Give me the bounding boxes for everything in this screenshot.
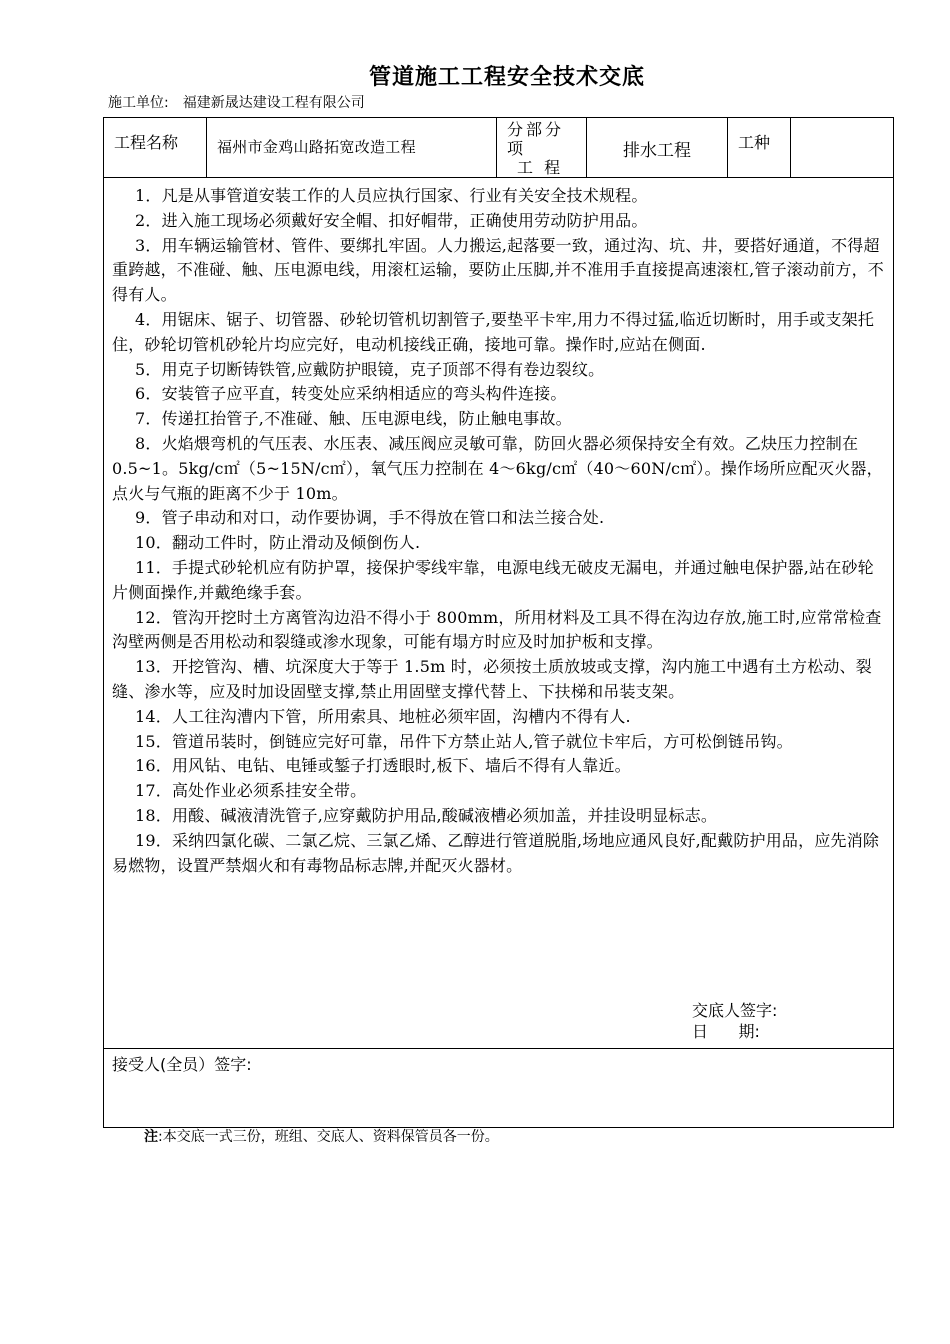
issuer-signature-block: [692, 1000, 777, 1042]
briefing-content-cell: [104, 178, 894, 1049]
document-title: 管道施工工程安全技术交底: [368, 65, 645, 90]
briefing-item: 10．翻动工件时，防止滑动及倾倒伤人.: [135, 533, 421, 553]
trade-value-cell: [791, 118, 894, 178]
briefing-item: 1．凡是从事管道安装工作的人员应执行国家、行业有关安全技术规程。: [135, 186, 648, 205]
trade-label: 工种: [738, 133, 771, 152]
briefing-item: 17．高处作业必须系挂安全带。: [135, 781, 367, 801]
briefing-item: 6．安装管子应平直，转变处应采纳相适应的弯头构件连接。: [135, 384, 567, 404]
briefing-item: 13．开挖管沟、槽、坑深度大于等于 1.5m 时，必须按土质放坡或支撑，沟内施工中遇有土方松动、裂缝、渗水等，应及时加设固壁支撑,禁止用固壁支撑代替上、下扶梯和吊装支架。: [112, 657, 872, 701]
briefing-item: 5．用克子切断铸铁管,应戴防护眼镜，克子顶部不得有卷边裂纹。: [135, 359, 605, 379]
project-name-value-cell: [207, 118, 497, 178]
content-row: [104, 178, 894, 1049]
briefing-item: 19．采纳四氯化碳、二氯乙烷、三氯乙烯、乙醇进行管道脱脂,场地应通风良好,配戴防护用品，应先消除易燃物，设置严禁烟火和有毒物品标志牌,并配灭火器材。: [112, 830, 880, 875]
briefing-items: [104, 178, 893, 878]
briefing-item: 11．手提式砂轮机应有防护罩，接保护零线牢靠，电源电线无破皮无漏电，并通过触电保护器,站在砂轮片侧面操作,并戴绝缘手套。: [112, 557, 874, 602]
project-name-label: 工程名称: [114, 133, 179, 152]
receiver-signature-cell: [104, 1049, 894, 1128]
project-name-value: 福州市金鸡山路拓宽改造工程: [217, 138, 416, 156]
briefing-item: 12．管沟开挖时土方离管沟边沿不得小于 800mm，所用材料及工具不得在沟边存放,施工时,应常常检查沟壁两侧是否用松动和裂缝或渗水现象，可能有塌方时应及时加护板和支撑。: [112, 607, 882, 652]
trade-value: [791, 118, 893, 130]
safety-briefing-table: [103, 117, 894, 1128]
sub-project-label-line1: 分部分: [507, 120, 565, 139]
footnote: [144, 1126, 499, 1146]
briefing-item: 15．管道吊装时，倒链应完好可靠，吊件下方禁止站人,管子就位卡牢后，方可松倒链吊钩。: [135, 731, 793, 751]
briefing-item: 9．管子串动和对口，动作要协调，手不得放在管口和法兰接合处.: [135, 508, 605, 528]
receiver-signature-label: 接受人(全员）签字:: [112, 1055, 252, 1074]
construction-unit-line: [108, 92, 365, 112]
briefing-item: 18．用酸、碱液清洗管子,应穿戴防护用品,酸碱液槽必须加盖，并挂设明显标志。: [135, 805, 718, 825]
briefing-item: 8．火焰煨弯机的气压表、水压表、减压阀应灵敏可靠，防回火器必须保持安全有效。乙炔压力控制在 0.5~1。5kg/c㎡（5~15N/c㎡），氧气压力控制在 4～6kg/c㎡（40～60N/c㎡）。操作场所应配灭火器，点火与气瓶的距离不少于 10m。: [112, 433, 883, 503]
briefing-item: 2．进入施工现场必须戴好安全帽、扣好帽带，正确使用劳动防护用品。: [135, 210, 648, 230]
briefing-item: 7．传递扛抬管子,不准碰、触、压电源电线，防止触电事故。: [135, 409, 572, 429]
briefing-item: 3．用车辆运输管材、管件、要绑扎牢固。人力搬运,起落要一致，通过沟、坑、井，要搭好通道，不得超重跨越，不准碰、触、压电源电线，用滚杠运输，要防止压脚,并不准用手直接提高速滚杠,管子滚动前方，不得有人。: [112, 235, 884, 305]
briefing-item: 14．人工往沟漕内下管，所用索具、地桩必须牢固，沟槽内不得有人.: [135, 706, 631, 726]
header-row: [104, 118, 894, 178]
construction-unit-label: 施工单位:: [108, 95, 169, 111]
issuer-signature-label: 交底人签字:: [692, 1001, 778, 1020]
footnote-text: :本交底一式三份，班组、交底人、资料保管员各一份。: [158, 1129, 499, 1145]
trade-label-cell: [728, 118, 791, 178]
footnote-prefix: 注: [144, 1129, 158, 1145]
issuer-date-label: 日 期:: [692, 1022, 760, 1041]
briefing-item: 4．用锯床、锯子、切管器、砂轮切管机切割管子,要垫平卡牢,用力不得过猛,临近切断时，用手或支架托住，砂轮切管机砂轮片均应完好，电动机接线正确，接地可靠。操作时,应站在侧面.: [112, 309, 875, 354]
sub-project-value: 排水工程: [623, 141, 691, 161]
sub-project-value-cell: [587, 118, 728, 178]
construction-unit-value: 福建新晟达建设工程有限公司: [182, 95, 365, 111]
project-name-label-cell: [104, 118, 207, 178]
sub-project-label-line3: 工 程: [517, 158, 564, 177]
sub-project-label-line2: 项: [507, 139, 527, 158]
briefing-item: 16．用风钻、电钻、电锤或錾子打透眼时,板下、墙后不得有人靠近。: [135, 756, 631, 776]
sub-project-label: [497, 118, 586, 177]
sub-project-label-cell: [497, 118, 587, 178]
receiver-row: [104, 1049, 894, 1128]
